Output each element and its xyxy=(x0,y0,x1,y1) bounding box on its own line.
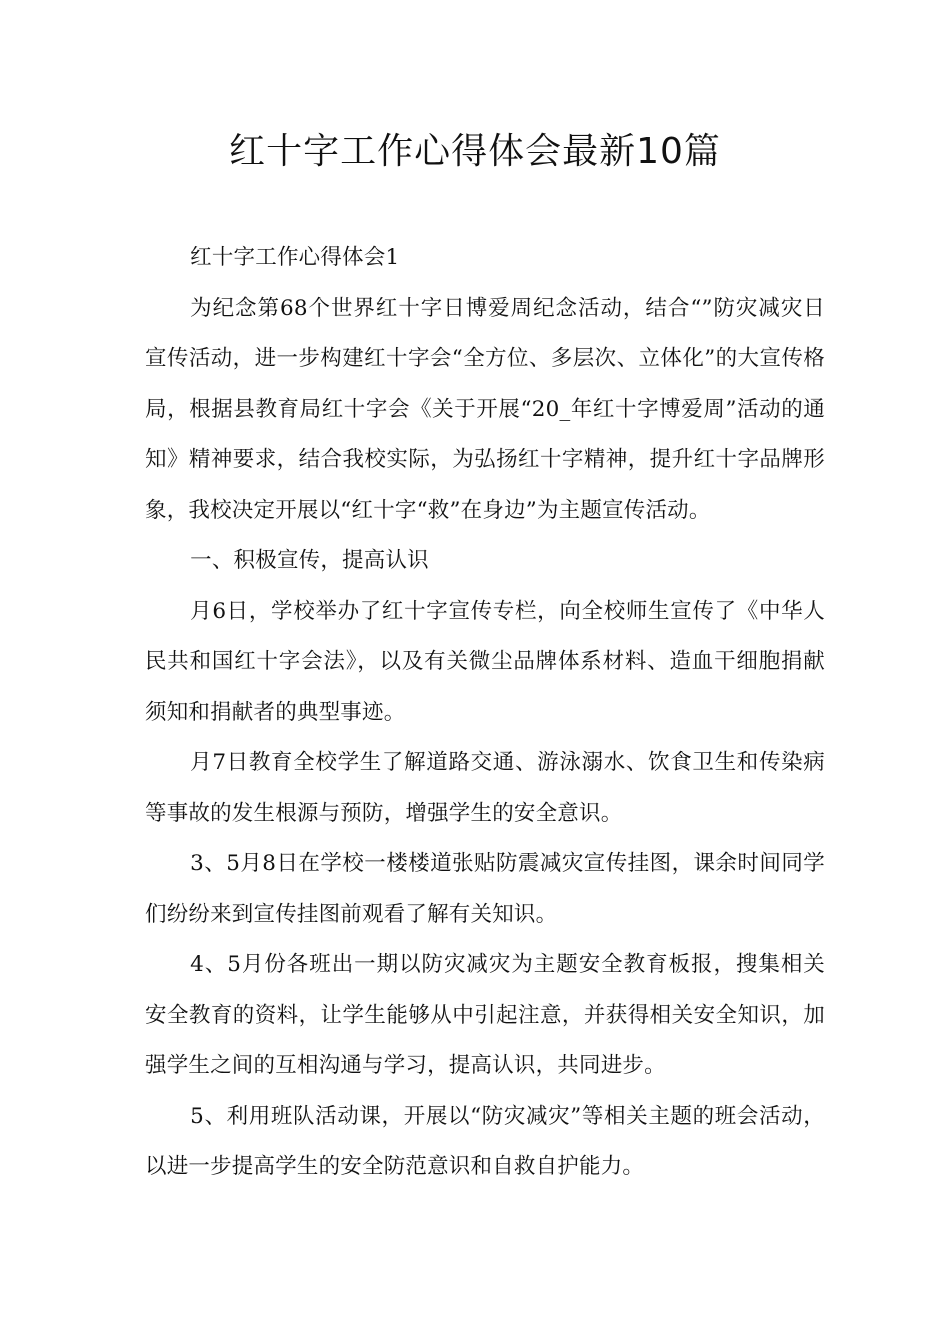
document-body xyxy=(145,233,825,1193)
paragraph-intro: 为纪念第68个世界红十字日博爱周纪念活动，结合“”防灾减灾日宣传活动，进一步构建红十字会“全方位、多层次、立体化”的大宣传格局，根据县教育局红十字会《关于开展“20_年红十字博爱周”活动的通知》精神要求，结合我校实际，为弘扬红十字精神，提升红十字品牌形象，我校决定开展以“红十字“救”在身边”为主题宣传活动。 xyxy=(145,295,825,523)
paragraph-item: 月6日，学校举办了红十字宣传专栏，向全校师生宣传了《中华人民共和国红十字会法》，以及有关微尘品牌体系材料、造血干细胞捐献须知和捐献者的典型事迹。 xyxy=(145,598,825,725)
paragraph-item: 5、利用班队活动课，开展以“防灾减灾”等相关主题的班会活动，以进一步提高学生的安全防范意识和自救自护能力。 xyxy=(145,1103,825,1179)
section-heading-1: 红十字工作心得体会1 xyxy=(190,245,400,270)
subheading-publicity: 一、积极宣传，提高认识 xyxy=(190,548,429,573)
paragraph-item: 月7日教育全校学生了解道路交通、游泳溺水、饮食卫生和传染病等事故的发生根源与预防，增强学生的安全意识。 xyxy=(145,750,825,826)
paragraph-item: 4、5月份各班出一期以防灾减灾为主题安全教育板报，搜集相关安全教育的资料，让学生能够从中引起注意，并获得相关安全知识，加强学生之间的互相沟通与学习，提高认识，共同进步。 xyxy=(145,952,825,1078)
paragraph-item: 3、5月8日在学校一楼楼道张贴防震减灾宣传挂图，课余时间同学们纷纷来到宣传挂图前观看了解有关知识。 xyxy=(145,851,825,927)
document-title: 红十字工作心得体会最新10篇 xyxy=(229,131,721,172)
